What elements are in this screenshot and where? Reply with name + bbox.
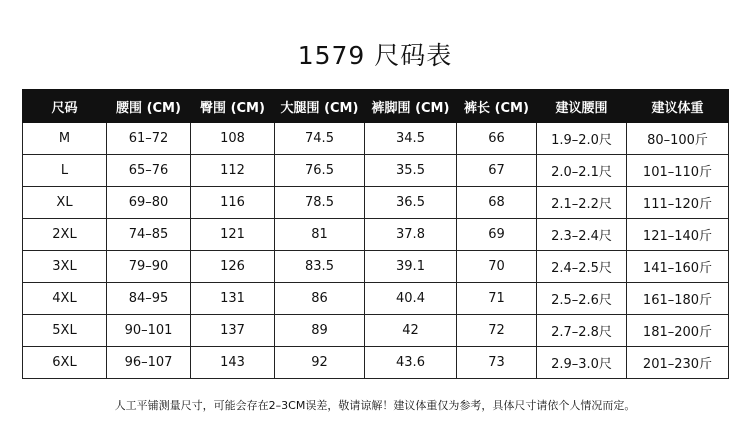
header-hip: 臀围 (CM) [191, 90, 275, 123]
cell-hip: 143 [191, 347, 275, 379]
header-thigh: 大腿围 (CM) [275, 90, 365, 123]
cell-thigh: 86 [275, 283, 365, 315]
cell-waist: 90–101 [107, 315, 191, 347]
cell-length: 67 [457, 155, 537, 187]
cell-size: 3XL [23, 251, 107, 283]
cell-suggested-waist: 2.4–2.5尺 [537, 251, 627, 283]
cell-leg-opening: 39.1 [365, 251, 457, 283]
cell-size: 6XL [23, 347, 107, 379]
cell-suggested-weight: 101–110斤 [627, 155, 729, 187]
cell-waist: 69–80 [107, 187, 191, 219]
cell-suggested-waist: 1.9–2.0尺 [537, 123, 627, 155]
header-length: 裤长 (CM) [457, 90, 537, 123]
cell-suggested-waist: 2.1–2.2尺 [537, 187, 627, 219]
cell-hip: 116 [191, 187, 275, 219]
cell-size: L [23, 155, 107, 187]
cell-suggested-weight: 111–120斤 [627, 187, 729, 219]
cell-suggested-waist: 2.3–2.4尺 [537, 219, 627, 251]
cell-hip: 112 [191, 155, 275, 187]
cell-suggested-weight: 141–160斤 [627, 251, 729, 283]
cell-waist: 74–85 [107, 219, 191, 251]
cell-suggested-waist: 2.5–2.6尺 [537, 283, 627, 315]
cell-length: 68 [457, 187, 537, 219]
header-leg-opening: 裤脚围 (CM) [365, 90, 457, 123]
cell-suggested-weight: 201–230斤 [627, 347, 729, 379]
cell-length: 72 [457, 315, 537, 347]
size-chart-table [22, 89, 729, 379]
cell-size: 2XL [23, 219, 107, 251]
cell-thigh: 89 [275, 315, 365, 347]
cell-hip: 131 [191, 283, 275, 315]
cell-suggested-waist: 2.7–2.8尺 [537, 315, 627, 347]
table-row [23, 219, 729, 251]
cell-suggested-weight: 121–140斤 [627, 219, 729, 251]
cell-leg-opening: 42 [365, 315, 457, 347]
cell-suggested-weight: 80–100斤 [627, 123, 729, 155]
cell-suggested-weight: 181–200斤 [627, 315, 729, 347]
cell-leg-opening: 36.5 [365, 187, 457, 219]
cell-suggested-waist: 2.9–3.0尺 [537, 347, 627, 379]
page-title: 1579 尺码表 [297, 41, 453, 70]
cell-thigh: 76.5 [275, 155, 365, 187]
measurement-disclaimer: 人工平铺测量尺寸，可能会存在2–3CM误差，敬请谅解！建议体重仅为参考，具体尺寸请依个人情况而定。 [114, 399, 636, 412]
header-waist: 腰围 (CM) [107, 90, 191, 123]
header-size: 尺码 [23, 90, 107, 123]
cell-waist: 65–76 [107, 155, 191, 187]
cell-suggested-waist: 2.0–2.1尺 [537, 155, 627, 187]
cell-waist: 61–72 [107, 123, 191, 155]
cell-size: M [23, 123, 107, 155]
cell-length: 71 [457, 283, 537, 315]
table-row [23, 155, 729, 187]
table-row [23, 123, 729, 155]
cell-waist: 96–107 [107, 347, 191, 379]
cell-size: 4XL [23, 283, 107, 315]
cell-thigh: 81 [275, 219, 365, 251]
table-row [23, 251, 729, 283]
table-row [23, 187, 729, 219]
cell-length: 70 [457, 251, 537, 283]
cell-leg-opening: 43.6 [365, 347, 457, 379]
table-row [23, 347, 729, 379]
cell-size: 5XL [23, 315, 107, 347]
cell-hip: 126 [191, 251, 275, 283]
cell-waist: 84–95 [107, 283, 191, 315]
header-suggested-waist: 建议腰围 [537, 90, 627, 123]
table-row [23, 315, 729, 347]
cell-length: 69 [457, 219, 537, 251]
cell-size: XL [23, 187, 107, 219]
cell-thigh: 83.5 [275, 251, 365, 283]
cell-leg-opening: 37.8 [365, 219, 457, 251]
cell-hip: 121 [191, 219, 275, 251]
cell-thigh: 78.5 [275, 187, 365, 219]
cell-suggested-weight: 161–180斤 [627, 283, 729, 315]
table-row [23, 283, 729, 315]
cell-hip: 108 [191, 123, 275, 155]
cell-hip: 137 [191, 315, 275, 347]
cell-leg-opening: 35.5 [365, 155, 457, 187]
table-header-row [23, 90, 729, 123]
cell-waist: 79–90 [107, 251, 191, 283]
cell-thigh: 74.5 [275, 123, 365, 155]
cell-leg-opening: 34.5 [365, 123, 457, 155]
cell-thigh: 92 [275, 347, 365, 379]
cell-length: 73 [457, 347, 537, 379]
cell-length: 66 [457, 123, 537, 155]
header-suggested-weight: 建议体重 [627, 90, 729, 123]
cell-leg-opening: 40.4 [365, 283, 457, 315]
